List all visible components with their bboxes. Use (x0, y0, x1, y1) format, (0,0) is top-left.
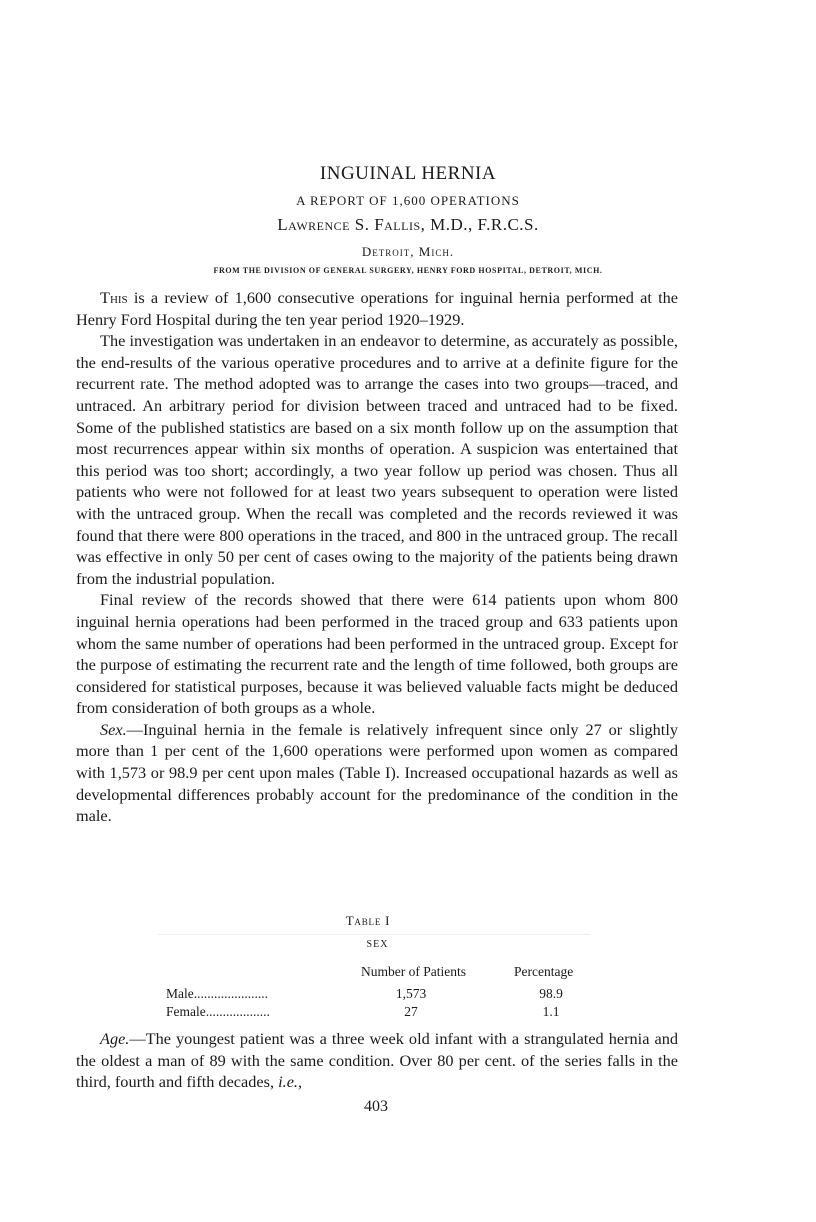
body-text (76, 287, 678, 827)
intro-rest: is a review of 1,600 consecutive operations for inguinal hernia performed at the Henry Ford Hospital during the ten year period 1920–1929. (76, 288, 678, 329)
row-patients-value: 27 (404, 1004, 418, 1019)
intro-lead-word: This (100, 288, 128, 307)
table-divider (158, 934, 590, 935)
age-heading: Age. (100, 1029, 130, 1048)
row-patients-value: 1,573 (395, 986, 427, 1001)
row-label: Male...................... (166, 986, 268, 1001)
page-number: 403 (364, 1098, 388, 1115)
article-title: INGUINAL HERNIA (319, 163, 497, 184)
investigation-paragraph: The investigation was undertaken in an endeavor to determine, as accurately as possible, the end-results of the various operative procedures and to arrive at a definite figure for the recurrent rate. The method adopted was to arrange the cases into two groups—traced, and untraced. An arbitrary period for division between traced and untraced had to be fixed. Some of the published statistics are based on a six month follow up on the assumption that most recurrences appear within six months of operation. A suspicion was entertained that this period was too short; accordingly, a two year follow up period was chosen. Thus all patients who were not followed for at least two years subsequent to operation were listed with the untraced group. When the recall was completed and the records reviewed it was found that there were 800 operations in the traced, and 800 in the untraced group. The recall was effective in only 50 per cent of cases owing to the majority of the patients being drawn from the industrial population. (76, 331, 678, 588)
row-label: Female................... (166, 1004, 270, 1019)
sex-heading: Sex. (100, 719, 127, 739)
final-review-paragraph: Final review of the records showed that there were 614 patients upon whom 800 inguinal hernia operations had been performed in the traced group and 633 patients upon whom the same number of operations had been performed in the untraced group. Except for the purpose of estimating the recurrent rate and the length of time followed, both groups are considered for statistical purposes, because it was believed valuable facts might be deduced from consideration of both groups as a whole. (76, 590, 678, 718)
author-location: Detroit, Mich. (361, 244, 455, 259)
table-row (166, 1004, 596, 1022)
row-percentage-value: 1.1 (542, 1004, 560, 1019)
age-text: —The youngest patient was a three week old infant with a strangulated hernia and the oldest a man of 89 with the same condition. Over 80 per cent. of the series falls in the third, fourth and fifth decades, (76, 1029, 678, 1092)
table-row (166, 986, 596, 1004)
sex-paragraph (76, 719, 678, 827)
intro-paragraph (76, 287, 678, 330)
column-header-patients: Number of Patients (361, 964, 466, 979)
table-subcaption: SEX (366, 939, 389, 950)
row-percentage-value: 98.9 (539, 986, 563, 1001)
age-section (76, 1028, 678, 1093)
age-paragraph (76, 1028, 678, 1093)
table-caption: Table I (345, 913, 391, 928)
sex-text: —Inguinal hernia in the female is relatively infrequent since only 27 or slightly more than 1 per cent of the 1,600 operations were performed upon women as compared with 1,573 or 98.9 per cent upon males (Table I). Increased occupational hazards as well as developmental differences probably account for the predominance of the condition in the male. (76, 719, 678, 826)
article-subtitle: A REPORT OF 1,600 OPERATIONS (296, 193, 520, 208)
age-ie: i.e., (278, 1072, 303, 1092)
affiliation-line: FROM THE DIVISION OF GENERAL SURGERY, HENRY FORD HOSPITAL, DETROIT, MICH. (213, 266, 603, 275)
author-name: Lawrence S. Fallis, M.D., F.R.C.S. (277, 215, 539, 234)
column-header-percentage: Percentage (514, 964, 574, 979)
